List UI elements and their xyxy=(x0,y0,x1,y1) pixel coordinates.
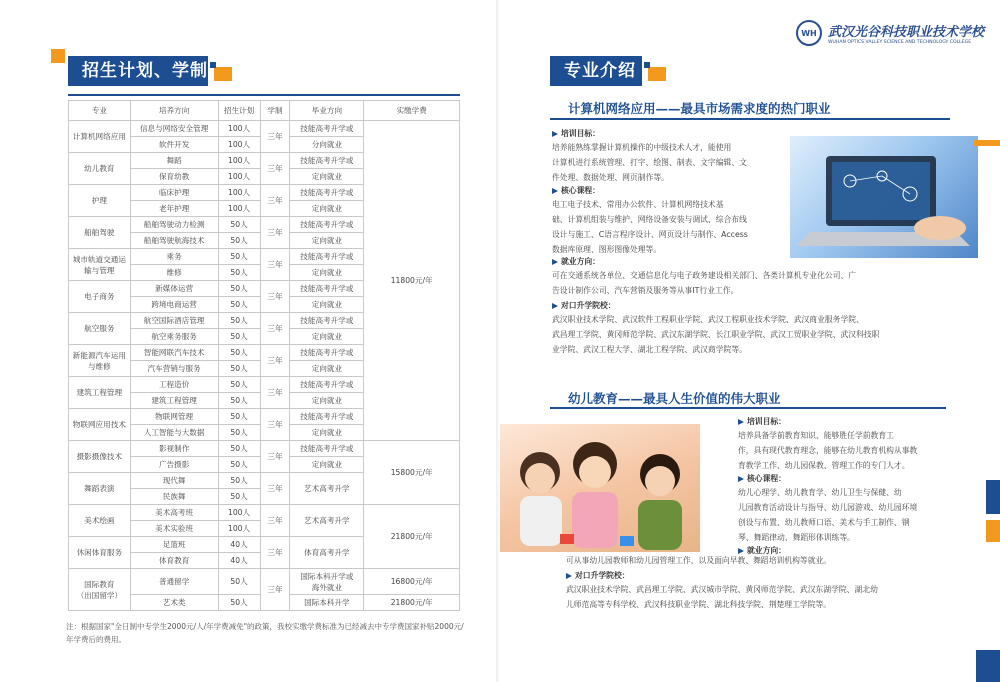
direction-cell: 信息与网络安全管理 xyxy=(130,121,218,137)
major-name-cell: 美术绘画 xyxy=(69,505,131,537)
section-title-plan: 招生计划、学制 xyxy=(68,56,208,86)
direction-cell: 临床护理 xyxy=(130,185,218,201)
kid-school-label: ▶ 对口升学院校： xyxy=(566,571,630,580)
direction-cell: 新媒体运营 xyxy=(130,281,218,297)
destination-cell: 技能高考升学或 xyxy=(290,377,364,393)
direction-cell: 保育幼教 xyxy=(130,169,218,185)
quota-cell: 50人 xyxy=(218,457,260,473)
direction-cell: 人工智能与大数据 xyxy=(130,425,218,441)
major-name-cell: 建筑工程管理 xyxy=(69,377,131,409)
fee-cell: 15800元/年 xyxy=(364,441,460,505)
orange-bar-decoration xyxy=(986,520,1000,542)
children-illustration-icon xyxy=(500,424,700,552)
duration-cell: 三年 xyxy=(260,377,290,409)
table-header: 实缴学费 xyxy=(364,101,460,121)
duration-cell: 三年 xyxy=(260,505,290,537)
duration-cell: 三年 xyxy=(260,281,290,313)
fee-cell: 21800元/年 xyxy=(364,595,460,611)
laptop-photo xyxy=(790,136,978,258)
quota-cell: 50人 xyxy=(218,409,260,425)
cs-job-text: 可在交通系统各单位、交通信息化与电子政务建设相关部门、各类计算机专业化公司、广 告设计制作公司、汽车营销及服务等从事IT行业工作。 xyxy=(552,271,857,295)
quota-cell: 100人 xyxy=(218,521,260,537)
quota-cell: 50人 xyxy=(218,377,260,393)
kid-job-label: ▶ 就业方向： xyxy=(738,546,786,555)
major-name-cell: 物联网应用技术 xyxy=(69,409,131,441)
quota-cell: 50人 xyxy=(218,425,260,441)
cs-title-underline xyxy=(550,118,950,120)
duration-cell: 三年 xyxy=(260,441,290,473)
school-logo xyxy=(796,20,984,46)
destination-cell: 定向就业 xyxy=(290,233,364,249)
direction-cell: 跨境电商运营 xyxy=(130,297,218,313)
duration-cell: 三年 xyxy=(260,473,290,505)
destination-cell: 技能高考升学或 xyxy=(290,345,364,361)
cs-course-label: ▶ 核心课程： xyxy=(552,186,600,195)
triangle-icon: ▶ xyxy=(552,257,558,266)
direction-cell: 工程造价 xyxy=(130,377,218,393)
school-name-cn: 武汉光谷科技职业技术学校 xyxy=(828,25,985,40)
duration-cell: 三年 xyxy=(260,409,290,441)
cs-course-text: 电工电子技术、常用办公软件、计算机网络技术基 础、计算机组装与维护、网络设备安装与调试、综合布线 设计与施工、C语言程序设计、网页设计与制作、Access 数据库原理、图形图像处理等。 xyxy=(552,200,748,254)
quota-cell: 100人 xyxy=(218,201,260,217)
quota-cell: 50人 xyxy=(218,489,260,505)
blue-dot-decoration xyxy=(210,62,216,68)
quota-cell: 50人 xyxy=(218,281,260,297)
major-name-cell: 城市轨道交通运输与管理 xyxy=(69,249,131,281)
destination-cell: 技能高考升学或 xyxy=(290,121,364,137)
table-header: 学制 xyxy=(260,101,290,121)
direction-cell: 汽车营销与服务 xyxy=(130,361,218,377)
quota-cell: 100人 xyxy=(218,169,260,185)
kid-school-text: 武汉职业技术学院、武昌理工学院、武汉城市学院、黄冈师范学院、武汉东湖学院、湖北幼 儿师范高等专科学校、武汉科技职业学院、湖北科技学院、荆楚理工学院等。 xyxy=(566,585,878,609)
quota-cell: 100人 xyxy=(218,121,260,137)
direction-cell: 维修 xyxy=(130,265,218,281)
destination-cell: 定向就业 xyxy=(290,201,364,217)
major-name-cell: 幼儿教育 xyxy=(69,153,131,185)
direction-cell: 足篮班 xyxy=(130,537,218,553)
duration-cell: 三年 xyxy=(260,537,290,569)
destination-cell: 技能高考升学或 xyxy=(290,185,364,201)
direction-cell: 体育教育 xyxy=(130,553,218,569)
kid-goal-text: 培养具备学前教育知识、能够胜任学前教育工 作，具有现代教育理念，能够在幼儿教育机构从事教 育教学工作、幼儿园保教、管理工作的专门人才。 xyxy=(738,431,918,470)
direction-cell: 智能网联汽车技术 xyxy=(130,345,218,361)
destination-cell: 定向就业 xyxy=(290,169,364,185)
admission-plan-table xyxy=(68,100,460,611)
table-header: 专业 xyxy=(69,101,131,121)
major-name-cell: 航空服务 xyxy=(69,313,131,345)
quota-cell: 50人 xyxy=(218,233,260,249)
quota-cell: 50人 xyxy=(218,297,260,313)
major-name-cell: 舞蹈表演 xyxy=(69,473,131,505)
quota-cell: 50人 xyxy=(218,217,260,233)
destination-cell: 技能高考升学或 xyxy=(290,249,364,265)
triangle-icon: ▶ xyxy=(738,474,744,483)
cs-goal-text: 培养能熟练掌握计算机操作的中级技术人才，能使用 计算机进行系统管理、打字、绘图、制表、文字编辑、文 件处理、数据处理、网页制作等。 xyxy=(552,143,747,182)
destination-cell: 技能高考升学或 xyxy=(290,441,364,457)
major-name-cell: 新能源汽车运用与维修 xyxy=(69,345,131,377)
triangle-icon: ▶ xyxy=(738,417,744,426)
destination-cell: 定向就业 xyxy=(290,457,364,473)
quota-cell: 50人 xyxy=(218,441,260,457)
direction-cell: 美术实验班 xyxy=(130,521,218,537)
major-name-cell: 国际教育 （出国留学） xyxy=(69,569,131,611)
destination-cell: 技能高考升学或 xyxy=(290,153,364,169)
cs-school-text: 武汉职业技术学院、武汉软件工程职业学院、武汉工程职业技术学院、武汉商业服务学院、 武昌理工学院、黄冈师范学院、武汉东湖学院、长江职业学院、武汉工贸职业学院、武汉科技职 业学院、武汉工程大学、湖北工程学院、武汉商学院等。 xyxy=(552,315,880,354)
direction-cell: 美术高考班 xyxy=(130,505,218,521)
destination-cell: 分向就业 xyxy=(290,137,364,153)
quota-cell: 50人 xyxy=(218,393,260,409)
destination-cell: 艺术高考升学 xyxy=(290,505,364,537)
triangle-icon: ▶ xyxy=(552,301,558,310)
blue-dot-decoration xyxy=(644,62,650,68)
fee-cell: 16800元/年 xyxy=(364,569,460,595)
triangle-icon: ▶ xyxy=(738,546,744,555)
direction-cell: 乘务 xyxy=(130,249,218,265)
destination-cell: 定向就业 xyxy=(290,265,364,281)
quota-cell: 100人 xyxy=(218,153,260,169)
school-name-en: WUHAN OPTICS VALLEY SCIENCE AND TECHNOLOGY COLLEGE xyxy=(828,40,972,45)
destination-cell: 国际本科升学或 海外就业 xyxy=(290,569,364,595)
table-header: 招生计划 xyxy=(218,101,260,121)
major-name-cell: 电子商务 xyxy=(69,281,131,313)
duration-cell: 三年 xyxy=(260,313,290,345)
direction-cell: 航空乘务服务 xyxy=(130,329,218,345)
duration-cell: 三年 xyxy=(260,153,290,185)
quota-cell: 50人 xyxy=(218,265,260,281)
destination-cell: 定向就业 xyxy=(290,393,364,409)
kid-course-label: ▶ 核心课程： xyxy=(738,474,786,483)
orange-square-decoration xyxy=(51,49,65,63)
quota-cell: 40人 xyxy=(218,537,260,553)
direction-cell: 航空国际酒店管理 xyxy=(130,313,218,329)
direction-cell: 舞蹈 xyxy=(130,153,218,169)
kid-course-text: 幼儿心理学、幼儿教育学、幼儿卫生与保健、幼 儿园教育活动设计与指导、幼儿园游戏、幼儿园环境 创设与布置、幼儿教师口语、美术与手工制作、钢 琴、舞蹈律动、舞蹈形体训练等。 xyxy=(738,488,918,542)
direction-cell: 普通留学 xyxy=(130,569,218,595)
destination-cell: 技能高考升学或 xyxy=(290,217,364,233)
destination-cell: 技能高考升学或 xyxy=(290,313,364,329)
quota-cell: 50人 xyxy=(218,329,260,345)
direction-cell: 软件开发 xyxy=(130,137,218,153)
blue-bar-decoration xyxy=(986,480,1000,514)
duration-cell: 三年 xyxy=(260,217,290,249)
orange-bar-decoration xyxy=(974,140,1000,146)
quota-cell: 100人 xyxy=(218,137,260,153)
quota-cell: 50人 xyxy=(218,595,260,611)
direction-cell: 船舶驾驶动力检测 xyxy=(130,217,218,233)
direction-cell: 老年护理 xyxy=(130,201,218,217)
section-title-intro: 专业介绍 xyxy=(550,56,642,86)
major-name-cell: 计算机网络应用 xyxy=(69,121,131,153)
kid-title: 幼儿教育——最具人生价值的伟大职业 xyxy=(568,391,781,406)
quota-cell: 40人 xyxy=(218,553,260,569)
direction-cell: 影视制作 xyxy=(130,441,218,457)
triangle-icon: ▶ xyxy=(552,129,558,138)
destination-cell: 定向就业 xyxy=(290,361,364,377)
laptop-illustration-icon xyxy=(790,136,978,258)
cs-job-label: ▶ 就业方向： xyxy=(552,257,600,266)
direction-cell: 民族舞 xyxy=(130,489,218,505)
orange-block-decoration xyxy=(214,67,232,81)
direction-cell: 现代舞 xyxy=(130,473,218,489)
destination-cell: 技能高考升学或 xyxy=(290,409,364,425)
major-name-cell: 休闲体育服务 xyxy=(69,537,131,569)
table-row xyxy=(69,121,460,137)
blue-corner-decoration xyxy=(976,650,1000,682)
children-photo xyxy=(500,424,700,552)
table-row xyxy=(69,441,460,457)
duration-cell: 三年 xyxy=(260,249,290,281)
major-name-cell: 船舶驾驶 xyxy=(69,217,131,249)
table-header: 培养方向 xyxy=(130,101,218,121)
destination-cell: 定向就业 xyxy=(290,425,364,441)
duration-cell: 三年 xyxy=(260,121,290,153)
direction-cell: 建筑工程管理 xyxy=(130,393,218,409)
major-name-cell: 护理 xyxy=(69,185,131,217)
triangle-icon: ▶ xyxy=(566,571,572,580)
school-emblem-icon: WH xyxy=(796,20,822,46)
duration-cell: 三年 xyxy=(260,185,290,217)
quota-cell: 100人 xyxy=(218,185,260,201)
fee-cell: 11800元/年 xyxy=(364,121,460,441)
destination-cell: 国际本科升学 xyxy=(290,595,364,611)
major-name-cell: 摄影摄像技术 xyxy=(69,441,131,473)
orange-block-decoration xyxy=(648,67,666,81)
direction-cell: 船舶驾驶航海技术 xyxy=(130,233,218,249)
triangle-icon: ▶ xyxy=(552,186,558,195)
right-page xyxy=(500,0,1000,682)
table-row xyxy=(69,569,460,595)
kid-job-text: 可从事幼儿园教师和幼儿园管理工作，以及面向早教、舞蹈培训机构等就业。 xyxy=(566,556,832,565)
direction-cell: 广告摄影 xyxy=(130,457,218,473)
fee-cell: 21800元/年 xyxy=(364,505,460,569)
table-header: 毕业方向 xyxy=(290,101,364,121)
destination-cell: 定向就业 xyxy=(290,297,364,313)
table-row xyxy=(69,505,460,521)
destination-cell: 体育高考升学 xyxy=(290,537,364,569)
destination-cell: 定向就业 xyxy=(290,329,364,345)
cs-title: 计算机网络应用——最具市场需求度的热门职业 xyxy=(568,101,831,116)
quota-cell: 50人 xyxy=(218,569,260,595)
duration-cell: 三年 xyxy=(260,345,290,377)
cs-goal-label: ▶ 培训目标： xyxy=(552,129,600,138)
direction-cell: 物联网管理 xyxy=(130,409,218,425)
quota-cell: 50人 xyxy=(218,313,260,329)
duration-cell: 三年 xyxy=(260,569,290,611)
quota-cell: 50人 xyxy=(218,345,260,361)
quota-cell: 100人 xyxy=(218,505,260,521)
quota-cell: 50人 xyxy=(218,473,260,489)
kid-goal-label: ▶ 培训目标： xyxy=(738,417,786,426)
destination-cell: 技能高考升学或 xyxy=(290,281,364,297)
cs-school-label: ▶ 对口升学院校： xyxy=(552,301,616,310)
destination-cell: 艺术高考升学 xyxy=(290,473,364,505)
quota-cell: 50人 xyxy=(218,361,260,377)
direction-cell: 艺术类 xyxy=(130,595,218,611)
title-rule xyxy=(68,94,460,96)
kid-title-underline xyxy=(550,407,946,409)
quota-cell: 50人 xyxy=(218,249,260,265)
fee-note: 注：根据国家"全日制中专学生2000元/人/年学费减免"的政策，我校实缴学费标准为已经减去中专学费国家补贴2000元/年学费后的费用。 xyxy=(66,622,464,644)
